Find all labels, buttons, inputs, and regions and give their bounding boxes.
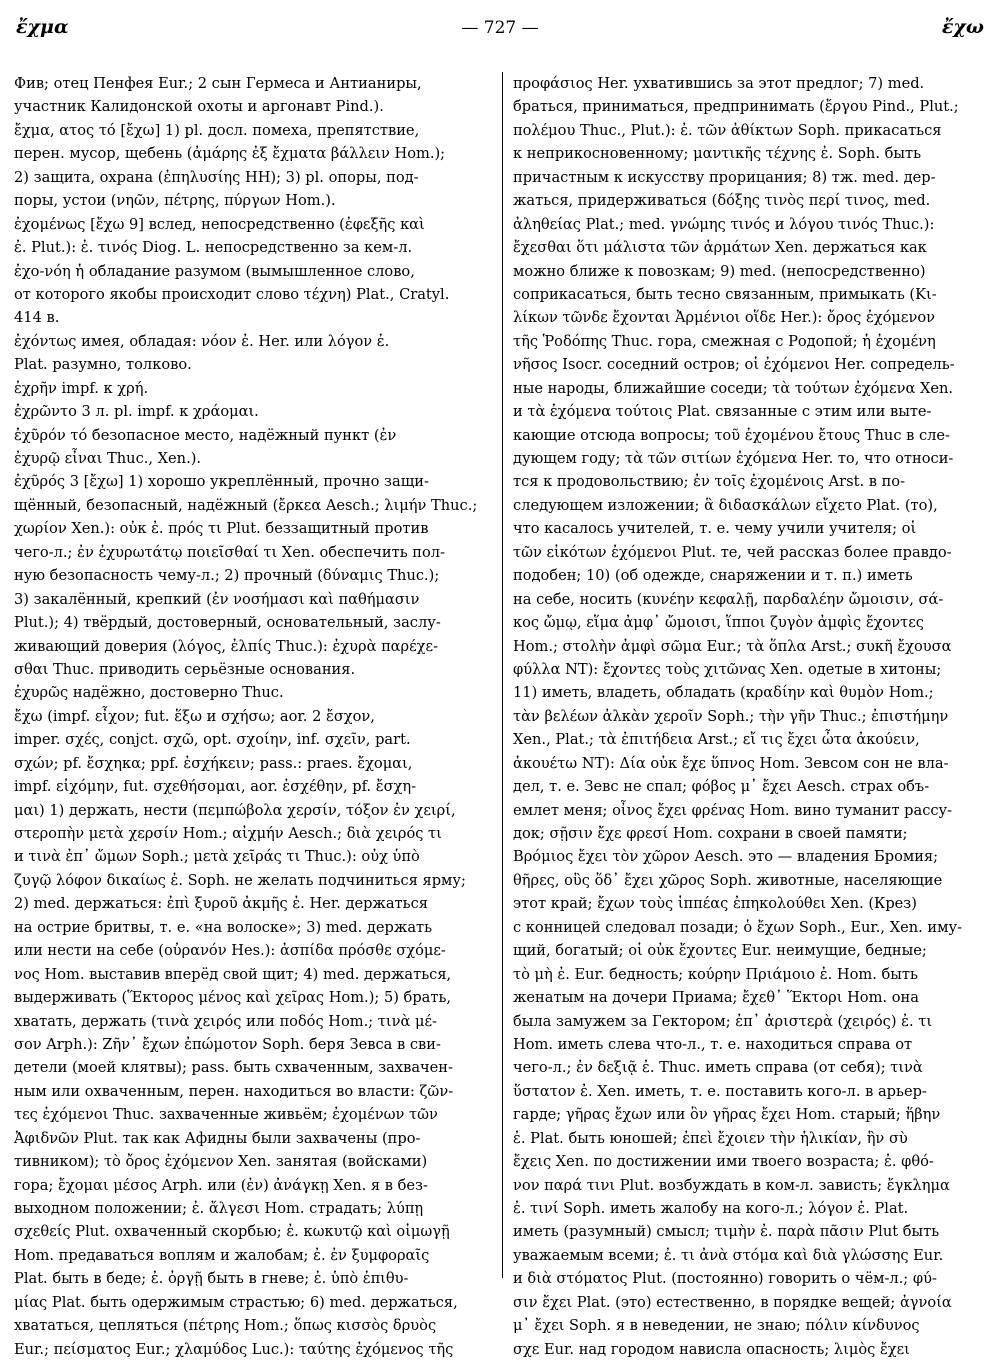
text-line: Eur.; πείσματος Eur.; χλαμύδος Luc.): ταύτης ἐχόμενος τῆς xyxy=(14,1340,454,1358)
text-line: Фив; отец Пенфея Eur.; 2 сын Гермеса и Антианиры, xyxy=(14,75,422,92)
text-line: λίκων τῶνδε ἔχονται Ἀρμένιοι οἵδε Her.): ὄρος ἐχόμενον xyxy=(513,309,935,327)
text-line: impf. εἰχόμην, fut. σχεθήσομαι, aor. ἐσχέθην, pf. ἔσχη- xyxy=(14,778,417,796)
text-line: σχών; pf. ἔσχηκα; ppf. ἐσχήκειν; pass.: praes. ἔχομαι, xyxy=(14,754,413,772)
text-line: емлет меня; οἶνος ἔχει φρένας Hom. вино туманит рассу- xyxy=(513,801,953,819)
text-line: дел, т. е. Зевс не спал; φόβος μ᾽ ἔχει Aesch. страх объ- xyxy=(513,778,930,796)
text-line: φύλλα NT): ἔχοντες τοὺς χιτῶνας Xen. одетые в хитоны; xyxy=(513,660,942,678)
text-line: этот край; ἔχων τοὺς ἱππέας ἐπηκολούθει Xen. (Крез) xyxy=(513,895,917,913)
text-line: перен. мусор, щебень (ἀμάρης ἐξ ἔχματα βάλλειν Hom.); xyxy=(14,145,446,163)
text-line: Hom. иметь слева что-л., т. е. находиться справа от xyxy=(513,1035,913,1053)
text-line: ἐχο-νόη ἡ обладание разумом (вымышленное слово, xyxy=(14,262,415,280)
left-column xyxy=(14,72,492,1361)
text-line: ἐ. Plut.): ἐ. τινός Diog. L. непосредственно за кем-л. xyxy=(14,239,413,257)
text-line: τες ἐχόμενοι Thuc. захваченные живьём; ἐχομένων τῶν xyxy=(14,1106,438,1124)
text-line: ἐχυρῷ εἶναι Thuc., Xen.). xyxy=(14,450,202,467)
text-line: ἐ. Plat. быть юношей; ἐπεὶ ἔχοιεν τὴν ἡλικίαν, ἣν σὺ xyxy=(513,1129,908,1147)
text-line: жаться, придерживаться (δόξης τινὸς περί τινος, med. xyxy=(513,192,931,210)
text-line: гарде; γῆρας ἔχων или ὃν γῆρας ἔχει Hom. старый; ἥβην xyxy=(513,1106,941,1124)
text-line: χωρίον Xen.): οὐκ ἐ. πρός τι Plut. беззащитный против xyxy=(14,520,429,538)
text-line: чего-л.; ἐν δεξιᾷ ἐ. Thuc. иметь справа (от себя); τινὰ xyxy=(513,1059,923,1077)
text-line: причастным к искусству прорицания; 8) тж. med. дер- xyxy=(513,168,936,186)
text-line: ἀκουέτω NT): Δία οὐκ ἔχε ὕπνος Hom. Зевсом сон не вла- xyxy=(513,754,949,772)
text-line: imper. σχές, conjct. σχῶ, opt. σχοίην, inf. σχεῖν, part. xyxy=(14,731,411,749)
text-line: 2) med. держаться: ἐπὶ ξυροῦ ἀκμῆς ἐ. Her. держаться xyxy=(14,895,428,913)
text-line: можно ближе к повозкам; 9) med. (непосредственно) xyxy=(513,262,926,280)
text-line: уважаемым всеми; ἐ. τι ἀνὰ στόμα καὶ διὰ γλώσσης Eur. xyxy=(513,1246,944,1264)
text-line: выдерживать (Ἕκτορος μένος καὶ χεῖρας Hom.); 5) брать, xyxy=(14,989,452,1007)
text-line: участник Калидонской охоты и аргонавт Pind.). xyxy=(14,98,384,116)
text-line: на острие бритвы, т. е. «на волоске»; 3) med. держать xyxy=(14,918,433,936)
text-line: μαι) 1) держать, нести (πεμπώβολα χερσίν, τόξον ἐν χειρί, xyxy=(14,801,456,819)
text-line: ную безопасность чему-л.; 2) прочный (δύναμις Thuc.); xyxy=(14,567,440,585)
text-line: выходном положении; ἐ. ἄλγεσι Hom. страдать; λύπῃ xyxy=(14,1200,424,1217)
text-line: соприкасаться, быть тесно связанным, примыкать (Κι- xyxy=(513,285,937,303)
text-line: μίας Plat. быть одержимым страстью; 6) med. держаться, xyxy=(14,1293,458,1311)
text-line: πολέμου Thuc., Plut.): ἐ. τῶν ἀθίκτων Soph. прикасаться xyxy=(513,121,942,139)
text-line: ἐχῦρόν τό безопасное место, надёжный пункт (ἐν xyxy=(14,426,397,444)
text-line: θῆρες, οὓς ὅδ᾽ ἔχει χῶρος Soph. животные, населяющие xyxy=(513,871,943,889)
text-line: μ᾽ ἔχει Soph. я в неведении, не знаю; πόλιν κίνδυνος xyxy=(513,1317,920,1335)
text-line: ἀληθείας Plat.; med. γνώμης τινός и λόγου τινός Thuc.): xyxy=(513,215,935,233)
text-line: что касалось учителей, т. е. чему учили учителя; οἱ xyxy=(513,520,917,538)
text-line: Plat. быть в беде; ἐ. ὀργῇ быть в гневе; ἐ. ὑπὸ ἐπιθυ- xyxy=(14,1270,409,1288)
text-line: дующем году; τὰ τῶν σιτίων ἐχόμενα Her. то, что относи- xyxy=(513,450,954,467)
text-line: νον παρά τινι Plut. возбуждать в ком-л. зависть; ἔγκλημα xyxy=(513,1176,950,1194)
text-line: и τινὰ ἐπ᾽ ὤμων Soph.; μετὰ χεῖράς τι Thuc.): οὐχ ὑπὸ xyxy=(14,848,420,866)
text-line: ἐχόντως имея, обладая: νόον ἐ. Her. или λόγον ἐ. xyxy=(14,332,390,350)
page-header xyxy=(12,12,988,46)
text-line: хватать, держать (τινὰ χειρός или ποδός Hom.; τινὰ μέ- xyxy=(14,1012,437,1030)
text-line: или нести на себе (οὐρανόν Hes.): ἀσπίδα πρόσθε σχόμε- xyxy=(14,942,446,960)
text-line: Ἀφιδνῶν Plut. так как Афидны были захвачены (про- xyxy=(14,1129,421,1147)
text-line: σον Arph.): Ζῆν᾽ ἔχων ἐπώμοτον Soph. беря Зевса в сви- xyxy=(14,1035,441,1053)
text-line: док; σῇσιν ἔχε φρεσί Hom. сохрани в своей памяти; xyxy=(513,825,908,842)
text-line: подобен; 10) (об одежде, снаряжении и т. п.) иметь xyxy=(513,567,913,585)
text-line: σθαι Thuc. приводить серьёзные основания. xyxy=(14,660,356,678)
text-line: 3) закалённый, крепкий (ἐν νοσήμασι καὶ παθήμασιν xyxy=(14,590,420,608)
right-running-headword: ἔχω xyxy=(941,16,984,38)
text-line: и διὰ στόματος Plut. (постоянно) говорить о чём-л.; φύ- xyxy=(513,1270,937,1288)
text-line: στεροπὴν μετὰ χερσίν Hom.; αἰχμήν Aesch.; διὰ χειρός τι xyxy=(14,825,442,842)
text-line: ἐχομένως [ἔχω 9] вслед, непосредственно (ἐφεξῆς καὶ xyxy=(14,215,425,233)
text-line: с конницей следовал позади; ὁ ἔχων Soph., Eur., Xen. иму- xyxy=(513,918,962,936)
text-line: ἔχμα, ατος τό [ἔχω] 1) pl. досл. помеха, препятствие, xyxy=(14,121,420,139)
text-line: Xen., Plat.; τὰ ἐπιτήδεια Arst.; εἴ τις ἔχει ὦτα ἀκούειν, xyxy=(513,731,920,749)
text-line: к неприкосновенному; μαντικῆς τέχνης ἐ. Soph. быть xyxy=(513,145,922,163)
text-line: ζυγῷ λόφον δικαίως ἐ. Soph. не желать подчиниться ярму; xyxy=(14,871,466,889)
text-line: поры, устои (νηῶν, πέτρης, πύργων Hom.). xyxy=(14,192,336,210)
text-line: иметь (разумный) смысл; τιμὴν ἐ. παρὰ πᾶσιν Plut быть xyxy=(513,1223,940,1241)
text-line: νῆσος Isocr. соседний остров; οἱ ἐχόμενοι Her. сопредель- xyxy=(513,356,955,374)
right-column xyxy=(513,72,989,1361)
text-line: ἐχῦρός 3 [ἔχω] 1) хорошо укреплённый, прочно защи- xyxy=(14,473,429,491)
text-line: была замужем за Гектором; ἐπ᾽ ἀριστερὰ (χειρός) ἐ. τι xyxy=(513,1012,933,1030)
text-line: и τὰ ἐχόμενα τούτοις Plat. связанные с этим или выте- xyxy=(513,403,932,421)
text-line: ным или охваченным, перен. находиться во власти: ζῶν- xyxy=(14,1082,454,1100)
text-line: τὸ μὴ ἐ. Eur. бедность; κούρην Πριάμοιο ἐ. Hom. быть xyxy=(513,965,918,983)
text-line: от которого якобы происходит слово τέχνη) Plat., Cratyl. xyxy=(14,285,450,303)
text-line: чего-л.; ἐν ἐχυρωτάτῳ ποιεῖσθαί τι Xen. обеспечить пол- xyxy=(14,543,446,561)
text-line: τῶν εἰκότων ἐχόμενοι Plut. те, чей рассказ более правдо- xyxy=(513,543,952,561)
text-line: 11) иметь, владеть, обладать (κραδίην καὶ θυμὸν Hom.; xyxy=(513,684,934,702)
text-line: σιν ἔχει Plat. (это) естественно, в порядке вещей; ἀγνοία xyxy=(513,1293,952,1311)
text-line: следующем изложении; ἃ διδασκάλων εἴχετο Plat. (то), xyxy=(513,496,938,514)
left-running-headword: ἔχμα xyxy=(16,16,69,38)
text-line: браться, приниматься, предпринимать (ἔργου Pind., Plut.; xyxy=(513,98,959,116)
text-line: на себе, носить (κυνέην κεφαλῇ, παρδαλέην ὤμοισιν, σά- xyxy=(513,590,944,608)
text-line: щий, богатый; οἱ οὐκ ἔχοντες Eur. неимущие, бедные; xyxy=(513,942,927,960)
text-line: τῆς Ῥοδόπης Thuc. гора, смежная с Родопой; ἡ ἐχομένη xyxy=(513,332,936,350)
text-line: 414 в. xyxy=(14,309,60,327)
text-line: ὕστατον ἐ. Xen. иметь, т. е. поставить кого-л. в арьер- xyxy=(513,1082,927,1100)
text-line: κος ὤμῳ, εἵμα ἀμφ᾽ ὤμοισι, ἵπποι ζυγὸν ἀμφὶς ἔχοντες xyxy=(513,614,924,632)
text-line: ἐ. τινί Soph. иметь жалобу на кого-л.; λόγον ἐ. Plat. xyxy=(513,1200,909,1217)
text-line: Plut.); 4) твёрдый, достоверный, основательный, заслу- xyxy=(14,614,441,632)
text-line: ἔχω (impf. εἶχον; fut. ἕξω и σχήσω; aor. 2 ἔσχον, xyxy=(14,707,375,725)
text-line: ἔχεσθαι ὅτι μάλιστα τῶν ἁρμάτων Xen. держаться как xyxy=(513,239,927,257)
text-line: гора; ἔχομαι μέσος Arph. или (ἐν) ἀνάγκῃ Xen. я в без- xyxy=(14,1176,428,1194)
text-line: Βρόμιος ἔχει τὸν χῶρον Aesch. это — владения Бромия; xyxy=(513,848,939,866)
text-line: кающие отсюда вопросы; τοῦ ἐχομένου ἔτους Thuc в сле- xyxy=(513,426,950,444)
text-line: женатым на дочери Приама; ἔχεθ᾽ Ἕκτορι Hom. она xyxy=(513,989,919,1007)
text-line: ἐχρῆν impf. к χρή. xyxy=(14,379,149,397)
text-line: щённый, безопасный, надёжный (ἔρκεα Aesch.; λιμήν Thuc.; xyxy=(14,496,478,514)
text-line: детели (моей клятвы); pass. быть схваченным, захвачен- xyxy=(14,1059,453,1077)
text-line: ἐχυρῶς надёжно, достоверно Thuc. xyxy=(14,684,284,702)
text-line: 2) защита, охрана (ἐπηλυσίης ΗΗ); 3) pl. опоры, под- xyxy=(14,168,419,186)
page-number: — 727 — xyxy=(461,18,539,38)
text-line: живающий доверия (λόγος, ἐλπίς Thuc.): ἐχυρὰ παρέχε- xyxy=(14,637,439,655)
text-line: тся к продовольствию; ἐν τοῖς ἐχομένοις Arst. в по- xyxy=(513,473,906,491)
text-line: νος Hom. выставив вперёд свой щит; 4) med. держаться, xyxy=(14,965,452,983)
text-line: Plat. разумно, толково. xyxy=(14,356,192,374)
text-line: προφάσιος Her. ухватившись за этот предлог; 7) med. xyxy=(513,75,925,92)
text-line: τὰν βελέων ἀλκὰν χεροῖν Soph.; τὴν γῆν Thuc.; ἐπιστήμην xyxy=(513,707,949,725)
column-divider xyxy=(502,72,503,1278)
text-line: ἔχεις Xen. по достижении ими твоего возраста; ἐ. φθό- xyxy=(513,1153,934,1171)
text-line: Hom.; στολὴν ἀμφὶ σῶμα Eur.; τὰ ὅπλα Arst.; συκῆ ἔχουσα xyxy=(513,637,952,655)
text-line: тивником); τὸ ὄρος ἐχόμενον Xen. занятая (войсками) xyxy=(14,1153,428,1171)
text-line: σχεθείς Plut. охваченный скорбью; ἐ. κωκυτῷ καὶ οἰμωγῇ xyxy=(14,1223,450,1241)
text-line: хвататься, цепляться (πέτρης Hom.; ὅπως κισσὸς δρυὸς xyxy=(14,1317,437,1335)
text-line: ἐχρῶντο 3 л. pl. impf. к χράομαι. xyxy=(14,403,259,421)
text-line: Hom. предаваться воплям и жалобам; ἐ. ἐν ξυμφοραῖς xyxy=(14,1246,430,1264)
text-line: ные народы, ближайшие соседи; τὰ τούτων ἐχόμενα Xen. xyxy=(513,379,954,397)
text-line: σχε Eur. над городом нависла опасность; λιμὸς ἔχει xyxy=(513,1340,910,1358)
